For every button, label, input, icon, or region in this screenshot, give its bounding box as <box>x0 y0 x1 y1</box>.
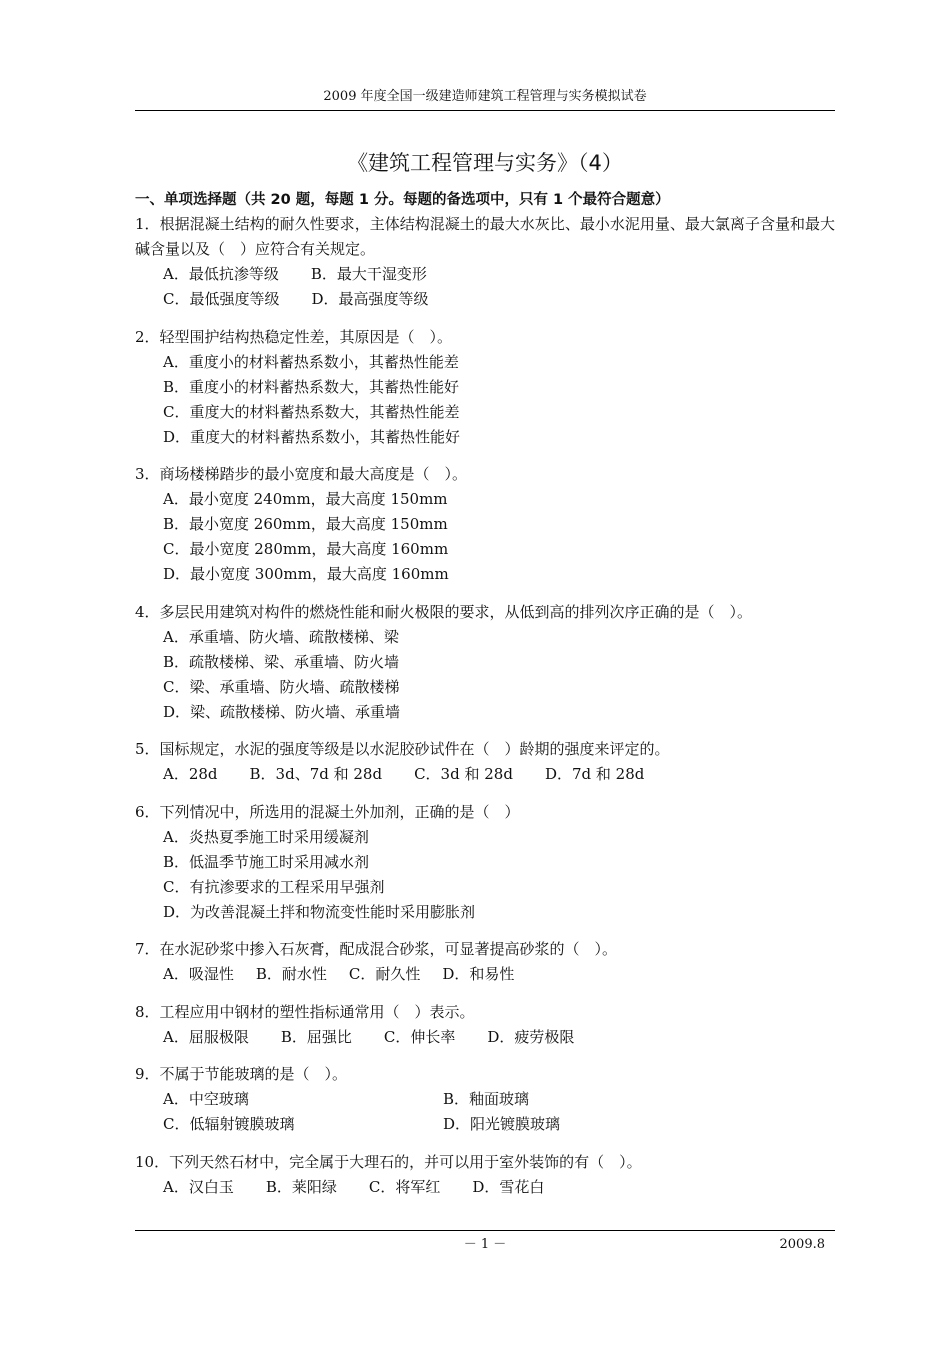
options <box>135 825 835 925</box>
option-c: C．梁、承重墙、防火墙、疏散楼梯 <box>163 677 400 696</box>
option-b: B．疏散楼梯、梁、承重墙、防火墙 <box>163 652 400 671</box>
option-a: A．最小宽度 240mm，最大高度 150mm <box>163 490 448 508</box>
options <box>135 962 835 987</box>
page-number: － 1 － <box>463 1237 507 1252</box>
option-c: C．有抗渗要求的工程采用早强剂 <box>163 877 385 896</box>
option-d: D．雪花白 <box>472 1177 545 1196</box>
question-stem: 3．商场楼梯踏步的最小宽度和最大高度是（ ）。 <box>135 465 468 483</box>
option-c: C．耐久性 <box>348 965 421 983</box>
question-9 <box>135 1062 835 1137</box>
option-d: D．和易性 <box>442 965 515 983</box>
footer-date: 2009.8 <box>779 1237 825 1252</box>
options <box>135 1175 835 1200</box>
option-b: B．釉面玻璃 <box>443 1090 530 1108</box>
question-stem: 7．在水泥砂浆中掺入石灰膏，配成混合砂浆，可显著提高砂浆的（ ）。 <box>135 940 618 958</box>
option-d: D．阳光镀膜玻璃 <box>443 1115 561 1133</box>
options <box>135 762 835 787</box>
question-3 <box>135 462 835 587</box>
options <box>135 262 835 312</box>
option-d: D．最小宽度 300mm，最大高度 160mm <box>163 565 449 583</box>
option-b: B．耐水性 <box>255 965 327 983</box>
option-b: B．屈强比 <box>280 1027 352 1046</box>
option-b: B．低温季节施工时采用减水剂 <box>163 852 370 871</box>
option-a: A．屈服极限 <box>163 1027 249 1046</box>
question-stem: 2．轻型围护结构热稳定性差，其原因是（ ）。 <box>135 327 453 346</box>
option-b: B．莱阳绿 <box>265 1177 337 1196</box>
question-10 <box>135 1150 835 1200</box>
question-stem: 10．下列天然石材中，完全属于大理石的，并可以用于室外装饰的有（ ）。 <box>135 1152 642 1171</box>
option-c: C．将军红 <box>368 1177 441 1196</box>
option-c: C．低辐射镀膜玻璃 <box>163 1115 295 1133</box>
option-a: A．承重墙、防火墙、疏散楼梯、梁 <box>163 627 399 646</box>
question-stem: 4．多层民用建筑对构件的燃烧性能和耐火极限的要求，从低到高的排列次序正确的是（ ）。 <box>135 602 753 621</box>
page-header: 2009 年度全国一级建造师建筑工程管理与实务模拟试卷 <box>323 89 647 104</box>
option-a: A．炎热夏季施工时采用缓凝剂 <box>163 827 369 846</box>
option-d: D．最高强度等级 <box>311 290 429 308</box>
options <box>135 350 835 450</box>
option-c: C．伸长率 <box>383 1027 456 1046</box>
footer-rule <box>135 1230 835 1231</box>
question-stem: 1．根据混凝土结构的耐久性要求，主体结构混凝土的最大水灰比、最小水泥用量、最大氯离子含量和最大碱含量以及（ ）应符合有关规定。 <box>135 215 835 258</box>
options <box>135 1087 835 1137</box>
section-heading: 一、单项选择题（共 20 题，每题 1 分。每题的备选项中，只有 1 个最符合题意） <box>135 192 670 208</box>
option-b: B．最大干湿变形 <box>310 265 427 283</box>
option-a: A．吸湿性 <box>163 965 234 983</box>
option-a: A．28d <box>163 765 218 783</box>
option-a: A．最低抗渗等级 <box>163 265 279 283</box>
option-c: C．最小宽度 280mm，最大高度 160mm <box>163 540 449 558</box>
option-b: B．最小宽度 260mm，最大高度 150mm <box>163 515 448 533</box>
exam-title: 《建筑工程管理与实务》（4） <box>347 151 623 175</box>
question-4 <box>135 600 835 725</box>
option-d: D．疲劳极限 <box>487 1027 575 1046</box>
question-1 <box>135 212 835 312</box>
option-a: A．重度小的材料蓄热系数小，其蓄热性能差 <box>163 352 459 371</box>
options <box>135 1025 835 1050</box>
option-d: D．为改善混凝土拌和物流变性能时采用膨胀剂 <box>163 902 476 921</box>
options <box>135 487 835 587</box>
question-2 <box>135 325 835 450</box>
option-d: D．梁、疏散楼梯、防火墙、承重墙 <box>163 702 401 721</box>
question-7 <box>135 937 835 987</box>
options <box>135 625 835 725</box>
question-stem: 8．工程应用中钢材的塑性指标通常用（ ）表示。 <box>135 1002 475 1021</box>
question-stem: 9．不属于节能玻璃的是（ ）。 <box>135 1065 348 1083</box>
option-b: B．重度小的材料蓄热系数大，其蓄热性能好 <box>163 377 460 396</box>
header-rule <box>135 110 835 111</box>
option-c: C．重度大的材料蓄热系数大，其蓄热性能差 <box>163 402 460 421</box>
question-5 <box>135 737 835 787</box>
question-stem: 5．国标规定，水泥的强度等级是以水泥胶砂试件在（ ）龄期的强度来评定的。 <box>135 740 670 758</box>
option-d: D．7d 和 28d <box>544 765 645 783</box>
option-b: B．3d、7d 和 28d <box>249 765 383 783</box>
question-stem: 6．下列情况中，所选用的混凝土外加剂，正确的是（ ） <box>135 802 520 821</box>
option-d: D．重度大的材料蓄热系数小，其蓄热性能好 <box>163 427 461 446</box>
option-a: A．中空玻璃 <box>163 1090 249 1108</box>
option-c: C．最低强度等级 <box>163 290 280 308</box>
option-a: A．汉白玉 <box>163 1177 234 1196</box>
question-8 <box>135 1000 835 1050</box>
question-list <box>135 212 835 1212</box>
question-6 <box>135 800 835 925</box>
option-c: C．3d 和 28d <box>414 765 513 783</box>
